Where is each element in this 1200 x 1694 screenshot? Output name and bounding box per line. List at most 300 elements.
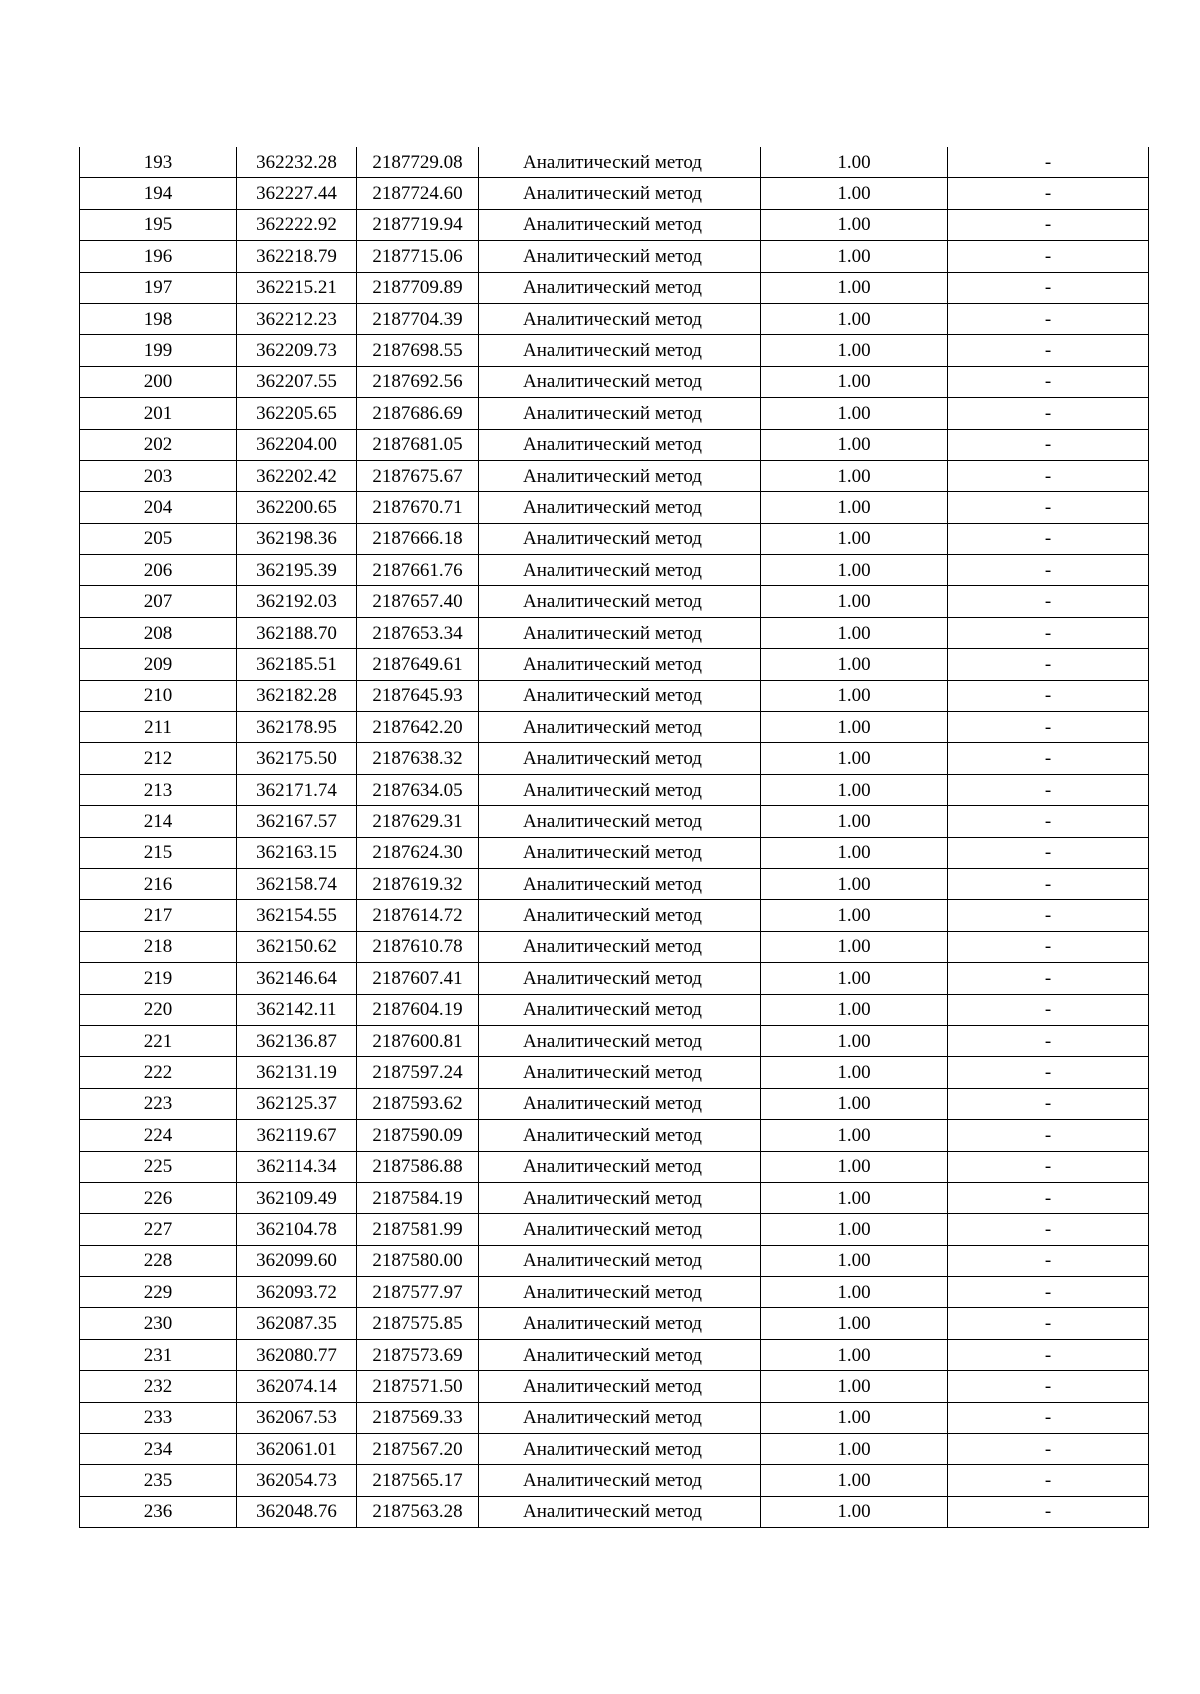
x-coordinate-cell: 362167.57 (237, 806, 357, 837)
accuracy-cell: 1.00 (761, 209, 948, 240)
note-cell: - (948, 1465, 1149, 1496)
note-cell: - (948, 241, 1149, 272)
table-row (80, 335, 1149, 366)
table-row (80, 994, 1149, 1025)
x-coordinate-cell: 362061.01 (237, 1434, 357, 1465)
accuracy-cell: 1.00 (761, 900, 948, 931)
accuracy-cell: 1.00 (761, 1434, 948, 1465)
table-row (80, 523, 1149, 554)
x-coordinate-cell: 362205.65 (237, 398, 357, 429)
note-cell: - (948, 335, 1149, 366)
method-cell: Аналитический метод (479, 1214, 761, 1245)
y-coordinate-cell: 2187645.93 (357, 680, 479, 711)
y-coordinate-cell: 2187567.20 (357, 1434, 479, 1465)
point-number-cell: 225 (80, 1151, 237, 1182)
y-coordinate-cell: 2187642.20 (357, 712, 479, 743)
note-cell: - (948, 429, 1149, 460)
method-cell: Аналитический метод (479, 1025, 761, 1056)
x-coordinate-cell: 362212.23 (237, 303, 357, 334)
point-number-cell: 203 (80, 460, 237, 491)
method-cell: Аналитический метод (479, 303, 761, 334)
y-coordinate-cell: 2187686.69 (357, 398, 479, 429)
point-number-cell: 233 (80, 1402, 237, 1433)
y-coordinate-cell: 2187614.72 (357, 900, 479, 931)
accuracy-cell: 1.00 (761, 523, 948, 554)
method-cell: Аналитический метод (479, 994, 761, 1025)
note-cell: - (948, 1025, 1149, 1056)
point-number-cell: 223 (80, 1088, 237, 1119)
y-coordinate-cell: 2187575.85 (357, 1308, 479, 1339)
y-coordinate-cell: 2187569.33 (357, 1402, 479, 1433)
method-cell: Аналитический метод (479, 1182, 761, 1213)
note-cell: - (948, 303, 1149, 334)
point-number-cell: 213 (80, 774, 237, 805)
table-row (80, 680, 1149, 711)
y-coordinate-cell: 2187649.61 (357, 649, 479, 680)
point-number-cell: 207 (80, 586, 237, 617)
y-coordinate-cell: 2187573.69 (357, 1339, 479, 1370)
method-cell: Аналитический метод (479, 1371, 761, 1402)
y-coordinate-cell: 2187634.05 (357, 774, 479, 805)
accuracy-cell: 1.00 (761, 241, 948, 272)
y-coordinate-cell: 2187571.50 (357, 1371, 479, 1402)
x-coordinate-cell: 362109.49 (237, 1182, 357, 1213)
accuracy-cell: 1.00 (761, 774, 948, 805)
method-cell: Аналитический метод (479, 900, 761, 931)
accuracy-cell: 1.00 (761, 272, 948, 303)
note-cell: - (948, 555, 1149, 586)
method-cell: Аналитический метод (479, 837, 761, 868)
x-coordinate-cell: 362150.62 (237, 931, 357, 962)
x-coordinate-cell: 362080.77 (237, 1339, 357, 1370)
y-coordinate-cell: 2187692.56 (357, 366, 479, 397)
x-coordinate-cell: 362171.74 (237, 774, 357, 805)
x-coordinate-cell: 362202.42 (237, 460, 357, 491)
x-coordinate-cell: 362163.15 (237, 837, 357, 868)
note-cell: - (948, 1339, 1149, 1370)
method-cell: Аналитический метод (479, 743, 761, 774)
note-cell: - (948, 1245, 1149, 1276)
note-cell: - (948, 963, 1149, 994)
coordinates-table-body (80, 147, 1149, 1528)
point-number-cell: 218 (80, 931, 237, 962)
x-coordinate-cell: 362048.76 (237, 1496, 357, 1527)
y-coordinate-cell: 2187670.71 (357, 492, 479, 523)
method-cell: Аналитический метод (479, 523, 761, 554)
accuracy-cell: 1.00 (761, 712, 948, 743)
note-cell: - (948, 837, 1149, 868)
method-cell: Аналитический метод (479, 1496, 761, 1527)
accuracy-cell: 1.00 (761, 398, 948, 429)
table-row (80, 868, 1149, 899)
x-coordinate-cell: 362185.51 (237, 649, 357, 680)
table-row (80, 1214, 1149, 1245)
point-number-cell: 224 (80, 1120, 237, 1151)
point-number-cell: 211 (80, 712, 237, 743)
point-number-cell: 193 (80, 147, 237, 178)
point-number-cell: 204 (80, 492, 237, 523)
note-cell: - (948, 617, 1149, 648)
point-number-cell: 208 (80, 617, 237, 648)
note-cell: - (948, 1371, 1149, 1402)
note-cell: - (948, 1496, 1149, 1527)
accuracy-cell: 1.00 (761, 1214, 948, 1245)
method-cell: Аналитический метод (479, 241, 761, 272)
y-coordinate-cell: 2187629.31 (357, 806, 479, 837)
y-coordinate-cell: 2187581.99 (357, 1214, 479, 1245)
note-cell: - (948, 1088, 1149, 1119)
method-cell: Аналитический метод (479, 649, 761, 680)
x-coordinate-cell: 362136.87 (237, 1025, 357, 1056)
accuracy-cell: 1.00 (761, 994, 948, 1025)
point-number-cell: 231 (80, 1339, 237, 1370)
note-cell: - (948, 272, 1149, 303)
point-number-cell: 229 (80, 1277, 237, 1308)
note-cell: - (948, 209, 1149, 240)
table-row (80, 931, 1149, 962)
accuracy-cell: 1.00 (761, 1057, 948, 1088)
y-coordinate-cell: 2187624.30 (357, 837, 479, 868)
accuracy-cell: 1.00 (761, 1402, 948, 1433)
method-cell: Аналитический метод (479, 963, 761, 994)
y-coordinate-cell: 2187729.08 (357, 147, 479, 178)
table-row (80, 1182, 1149, 1213)
accuracy-cell: 1.00 (761, 806, 948, 837)
method-cell: Аналитический метод (479, 492, 761, 523)
accuracy-cell: 1.00 (761, 868, 948, 899)
method-cell: Аналитический метод (479, 398, 761, 429)
y-coordinate-cell: 2187597.24 (357, 1057, 479, 1088)
y-coordinate-cell: 2187653.34 (357, 617, 479, 648)
x-coordinate-cell: 362209.73 (237, 335, 357, 366)
note-cell: - (948, 366, 1149, 397)
accuracy-cell: 1.00 (761, 1120, 948, 1151)
x-coordinate-cell: 362222.92 (237, 209, 357, 240)
method-cell: Аналитический метод (479, 272, 761, 303)
table-row (80, 460, 1149, 491)
accuracy-cell: 1.00 (761, 649, 948, 680)
note-cell: - (948, 492, 1149, 523)
method-cell: Аналитический метод (479, 366, 761, 397)
table-row (80, 1088, 1149, 1119)
method-cell: Аналитический метод (479, 335, 761, 366)
method-cell: Аналитический метод (479, 429, 761, 460)
table-row (80, 712, 1149, 743)
y-coordinate-cell: 2187638.32 (357, 743, 479, 774)
table-row (80, 241, 1149, 272)
note-cell: - (948, 680, 1149, 711)
accuracy-cell: 1.00 (761, 586, 948, 617)
method-cell: Аналитический метод (479, 712, 761, 743)
table-row (80, 1308, 1149, 1339)
y-coordinate-cell: 2187593.62 (357, 1088, 479, 1119)
x-coordinate-cell: 362178.95 (237, 712, 357, 743)
accuracy-cell: 1.00 (761, 303, 948, 334)
note-cell: - (948, 931, 1149, 962)
point-number-cell: 226 (80, 1182, 237, 1213)
x-coordinate-cell: 362195.39 (237, 555, 357, 586)
y-coordinate-cell: 2187590.09 (357, 1120, 479, 1151)
method-cell: Аналитический метод (479, 1339, 761, 1370)
table-row (80, 303, 1149, 334)
y-coordinate-cell: 2187580.00 (357, 1245, 479, 1276)
x-coordinate-cell: 362125.37 (237, 1088, 357, 1119)
x-coordinate-cell: 362054.73 (237, 1465, 357, 1496)
accuracy-cell: 1.00 (761, 837, 948, 868)
y-coordinate-cell: 2187584.19 (357, 1182, 479, 1213)
point-number-cell: 230 (80, 1308, 237, 1339)
point-number-cell: 215 (80, 837, 237, 868)
table-row (80, 1371, 1149, 1402)
point-number-cell: 196 (80, 241, 237, 272)
note-cell: - (948, 178, 1149, 209)
y-coordinate-cell: 2187681.05 (357, 429, 479, 460)
x-coordinate-cell: 362154.55 (237, 900, 357, 931)
method-cell: Аналитический метод (479, 1151, 761, 1182)
table-row (80, 1025, 1149, 1056)
point-number-cell: 210 (80, 680, 237, 711)
note-cell: - (948, 1214, 1149, 1245)
method-cell: Аналитический метод (479, 178, 761, 209)
method-cell: Аналитический метод (479, 147, 761, 178)
table-row (80, 837, 1149, 868)
note-cell: - (948, 1182, 1149, 1213)
method-cell: Аналитический метод (479, 460, 761, 491)
y-coordinate-cell: 2187657.40 (357, 586, 479, 617)
table-row (80, 1339, 1149, 1370)
x-coordinate-cell: 362131.19 (237, 1057, 357, 1088)
point-number-cell: 201 (80, 398, 237, 429)
accuracy-cell: 1.00 (761, 366, 948, 397)
note-cell: - (948, 398, 1149, 429)
accuracy-cell: 1.00 (761, 460, 948, 491)
point-number-cell: 214 (80, 806, 237, 837)
table-row (80, 147, 1149, 178)
table-row (80, 366, 1149, 397)
accuracy-cell: 1.00 (761, 1025, 948, 1056)
accuracy-cell: 1.00 (761, 743, 948, 774)
point-number-cell: 235 (80, 1465, 237, 1496)
note-cell: - (948, 712, 1149, 743)
method-cell: Аналитический метод (479, 1402, 761, 1433)
method-cell: Аналитический метод (479, 774, 761, 805)
method-cell: Аналитический метод (479, 209, 761, 240)
note-cell: - (948, 649, 1149, 680)
y-coordinate-cell: 2187610.78 (357, 931, 479, 962)
point-number-cell: 216 (80, 868, 237, 899)
point-number-cell: 228 (80, 1245, 237, 1276)
x-coordinate-cell: 362087.35 (237, 1308, 357, 1339)
accuracy-cell: 1.00 (761, 429, 948, 460)
accuracy-cell: 1.00 (761, 1371, 948, 1402)
accuracy-cell: 1.00 (761, 147, 948, 178)
table-row (80, 1277, 1149, 1308)
table-row (80, 806, 1149, 837)
accuracy-cell: 1.00 (761, 931, 948, 962)
table-row (80, 1151, 1149, 1182)
table-row (80, 555, 1149, 586)
note-cell: - (948, 806, 1149, 837)
method-cell: Аналитический метод (479, 1277, 761, 1308)
note-cell: - (948, 586, 1149, 617)
y-coordinate-cell: 2187604.19 (357, 994, 479, 1025)
y-coordinate-cell: 2187719.94 (357, 209, 479, 240)
note-cell: - (948, 868, 1149, 899)
y-coordinate-cell: 2187619.32 (357, 868, 479, 899)
x-coordinate-cell: 362093.72 (237, 1277, 357, 1308)
accuracy-cell: 1.00 (761, 1308, 948, 1339)
x-coordinate-cell: 362192.03 (237, 586, 357, 617)
point-number-cell: 217 (80, 900, 237, 931)
point-number-cell: 202 (80, 429, 237, 460)
y-coordinate-cell: 2187698.55 (357, 335, 479, 366)
x-coordinate-cell: 362218.79 (237, 241, 357, 272)
note-cell: - (948, 900, 1149, 931)
table-row (80, 963, 1149, 994)
accuracy-cell: 1.00 (761, 178, 948, 209)
method-cell: Аналитический метод (479, 586, 761, 617)
method-cell: Аналитический метод (479, 1088, 761, 1119)
method-cell: Аналитический метод (479, 680, 761, 711)
x-coordinate-cell: 362104.78 (237, 1214, 357, 1245)
accuracy-cell: 1.00 (761, 1496, 948, 1527)
accuracy-cell: 1.00 (761, 1151, 948, 1182)
table-row (80, 178, 1149, 209)
method-cell: Аналитический метод (479, 1308, 761, 1339)
x-coordinate-cell: 362158.74 (237, 868, 357, 899)
point-number-cell: 197 (80, 272, 237, 303)
x-coordinate-cell: 362188.70 (237, 617, 357, 648)
point-number-cell: 221 (80, 1025, 237, 1056)
point-number-cell: 232 (80, 1371, 237, 1402)
y-coordinate-cell: 2187565.17 (357, 1465, 479, 1496)
point-number-cell: 205 (80, 523, 237, 554)
accuracy-cell: 1.00 (761, 680, 948, 711)
y-coordinate-cell: 2187586.88 (357, 1151, 479, 1182)
note-cell: - (948, 1277, 1149, 1308)
method-cell: Аналитический метод (479, 555, 761, 586)
coordinates-table (79, 147, 1149, 1528)
y-coordinate-cell: 2187709.89 (357, 272, 479, 303)
x-coordinate-cell: 362198.36 (237, 523, 357, 554)
accuracy-cell: 1.00 (761, 1465, 948, 1496)
table-row (80, 900, 1149, 931)
accuracy-cell: 1.00 (761, 1339, 948, 1370)
method-cell: Аналитический метод (479, 1434, 761, 1465)
point-number-cell: 200 (80, 366, 237, 397)
method-cell: Аналитический метод (479, 806, 761, 837)
y-coordinate-cell: 2187704.39 (357, 303, 479, 334)
method-cell: Аналитический метод (479, 1465, 761, 1496)
table-row (80, 1120, 1149, 1151)
point-number-cell: 234 (80, 1434, 237, 1465)
note-cell: - (948, 1308, 1149, 1339)
note-cell: - (948, 1120, 1149, 1151)
table-row (80, 649, 1149, 680)
point-number-cell: 199 (80, 335, 237, 366)
x-coordinate-cell: 362227.44 (237, 178, 357, 209)
table-row (80, 1402, 1149, 1433)
table-row (80, 743, 1149, 774)
accuracy-cell: 1.00 (761, 963, 948, 994)
note-cell: - (948, 1434, 1149, 1465)
point-number-cell: 219 (80, 963, 237, 994)
point-number-cell: 227 (80, 1214, 237, 1245)
accuracy-cell: 1.00 (761, 335, 948, 366)
table-row (80, 1496, 1149, 1527)
note-cell: - (948, 1057, 1149, 1088)
point-number-cell: 195 (80, 209, 237, 240)
accuracy-cell: 1.00 (761, 492, 948, 523)
note-cell: - (948, 1151, 1149, 1182)
point-number-cell: 212 (80, 743, 237, 774)
table-row (80, 1057, 1149, 1088)
accuracy-cell: 1.00 (761, 1182, 948, 1213)
method-cell: Аналитический метод (479, 1120, 761, 1151)
table-row (80, 1434, 1149, 1465)
point-number-cell: 236 (80, 1496, 237, 1527)
y-coordinate-cell: 2187666.18 (357, 523, 479, 554)
x-coordinate-cell: 362119.67 (237, 1120, 357, 1151)
point-number-cell: 209 (80, 649, 237, 680)
point-number-cell: 194 (80, 178, 237, 209)
y-coordinate-cell: 2187724.60 (357, 178, 479, 209)
x-coordinate-cell: 362099.60 (237, 1245, 357, 1276)
x-coordinate-cell: 362074.14 (237, 1371, 357, 1402)
table-row (80, 617, 1149, 648)
table-row (80, 774, 1149, 805)
table-row (80, 1245, 1149, 1276)
x-coordinate-cell: 362175.50 (237, 743, 357, 774)
accuracy-cell: 1.00 (761, 555, 948, 586)
y-coordinate-cell: 2187563.28 (357, 1496, 479, 1527)
method-cell: Аналитический метод (479, 617, 761, 648)
note-cell: - (948, 774, 1149, 805)
note-cell: - (948, 994, 1149, 1025)
point-number-cell: 206 (80, 555, 237, 586)
table-row (80, 1465, 1149, 1496)
x-coordinate-cell: 362067.53 (237, 1402, 357, 1433)
x-coordinate-cell: 362215.21 (237, 272, 357, 303)
note-cell: - (948, 743, 1149, 774)
x-coordinate-cell: 362142.11 (237, 994, 357, 1025)
table-row (80, 586, 1149, 617)
y-coordinate-cell: 2187607.41 (357, 963, 479, 994)
note-cell: - (948, 460, 1149, 491)
x-coordinate-cell: 362232.28 (237, 147, 357, 178)
y-coordinate-cell: 2187715.06 (357, 241, 479, 272)
y-coordinate-cell: 2187661.76 (357, 555, 479, 586)
point-number-cell: 222 (80, 1057, 237, 1088)
y-coordinate-cell: 2187577.97 (357, 1277, 479, 1308)
note-cell: - (948, 147, 1149, 178)
table-row (80, 209, 1149, 240)
x-coordinate-cell: 362200.65 (237, 492, 357, 523)
table-row (80, 272, 1149, 303)
note-cell: - (948, 1402, 1149, 1433)
y-coordinate-cell: 2187600.81 (357, 1025, 479, 1056)
accuracy-cell: 1.00 (761, 617, 948, 648)
point-number-cell: 198 (80, 303, 237, 334)
y-coordinate-cell: 2187675.67 (357, 460, 479, 491)
method-cell: Аналитический метод (479, 1057, 761, 1088)
table-row (80, 398, 1149, 429)
x-coordinate-cell: 362182.28 (237, 680, 357, 711)
accuracy-cell: 1.00 (761, 1088, 948, 1119)
x-coordinate-cell: 362114.34 (237, 1151, 357, 1182)
note-cell: - (948, 523, 1149, 554)
table-row (80, 429, 1149, 460)
